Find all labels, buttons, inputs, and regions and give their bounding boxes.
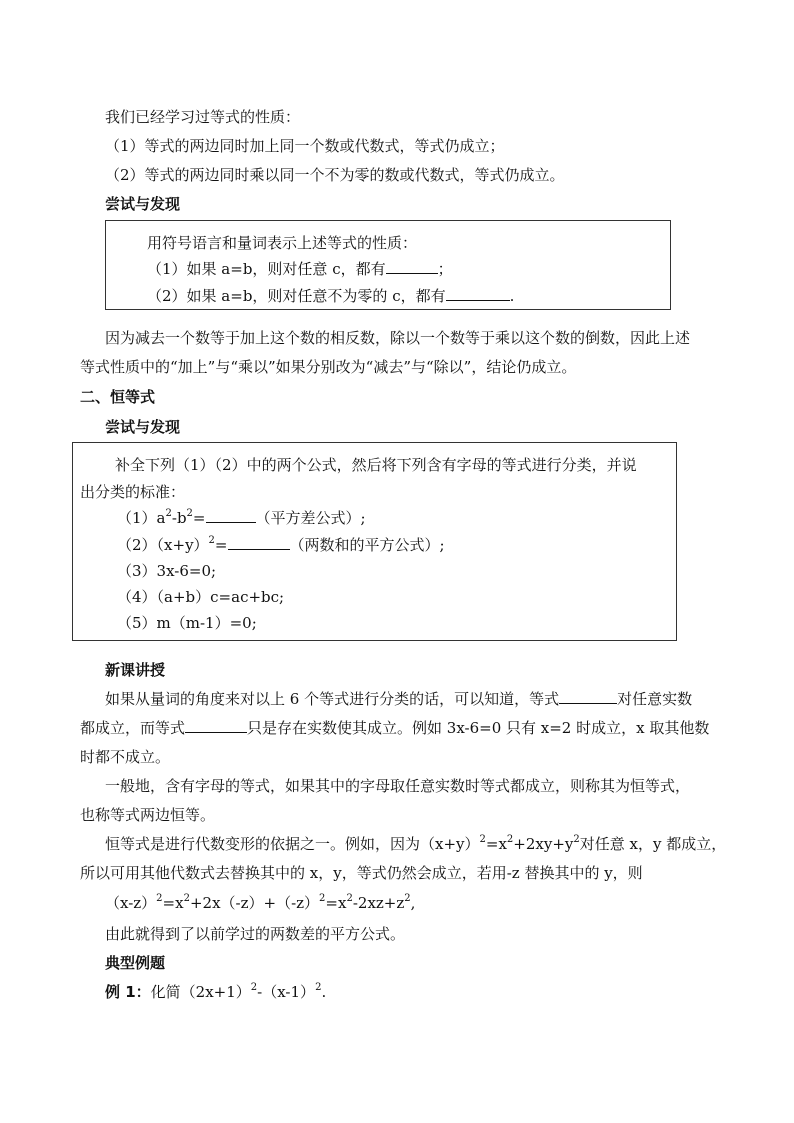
example-label: 例 1： [105,983,151,1001]
lesson-line: 时都不成立。 [80,748,171,766]
lesson-line: 一般地，含有字母的等式，如果其中的字母取任意实数时等式都成立，则称其为恒等式， [105,777,691,795]
formula-text: （平方差公式）; [255,509,366,527]
lesson-text: =x [485,835,507,853]
paragraph-line: 因为减去一个数等于加上这个数的相反数，除以一个数等于乘以这个数的倒数，因此上述 [105,329,691,347]
lesson-text: 对任意实数 [617,690,693,708]
exponent: 2 [404,893,411,904]
section-heading-try: 尝试与发现 [105,418,181,436]
lesson-line: 由此就得到了以前学过的两数差的平方公式。 [105,925,406,943]
box1-line-2-text: （2）如果 a=b，则对任意不为零的 c，都有 [147,287,446,305]
formula-text: -b [171,509,187,527]
section-title-identity: 二、恒等式 [80,388,156,406]
example-text: -（x-1） [257,983,316,1001]
equation-text: +2x（-z）+（-z） [189,894,320,912]
examples-heading: 典型例题 [105,954,166,972]
box2-line-1: 补全下列（1）（2）中的两个公式，然后将下列含有字母的等式进行分类，并说 [115,456,637,474]
exponent: 2 [250,982,258,993]
paragraph-line: 等式性质中的“加上”与“乘以”如果分别改为“减去”与“除以”，结论仍成立。 [80,358,577,376]
lesson-text: 如果从量词的角度来对以上 6 个等式进行分类的话，可以知道，等式 [105,690,560,708]
box1-line-1-end: ； [437,260,453,278]
formula-text: （2）（x+y） [117,536,209,554]
exponent: 2 [346,893,353,904]
box1-line-2 [147,286,514,306]
exponent: 2 [186,508,193,519]
formula-text: = [192,509,206,527]
formula-1 [117,508,366,528]
answer-blank[interactable] [206,508,256,523]
lesson-line [105,689,692,709]
formula-text: = [214,536,228,554]
box2-line-2: 出分类的标准： [80,483,186,501]
exponent: 2 [208,535,215,546]
property-2: （2）等式的两边同时乘以同一个不为零的数或代数式，等式仍成立。 [105,166,565,184]
lesson-text: 只是存在实数使其成立。例如 3x-6=0 只有 x=2 时成立，x 取其他数 [247,719,710,737]
lesson-line: 也称等式两边恒等。 [80,806,216,824]
lesson-text: 都成立，而等式 [80,719,186,737]
lesson-text: 恒等式是进行代数变形的依据之一。例如，因为（x+y） [105,835,480,853]
exponent: 2 [319,893,326,904]
intro-text: 我们已经学习过等式的性质： [105,108,301,126]
example-text: . [321,983,327,1001]
equation-text: , [410,894,416,912]
exponent: 2 [315,982,322,993]
answer-blank[interactable] [559,689,617,704]
equation-text: （x-z） [105,894,157,912]
exponent: 2 [479,834,486,845]
formula-4: （4）（a+b）c=ac+bc; [117,588,285,606]
formula-text: （两数和的平方公式）; [289,536,445,554]
equation-text: =x [325,894,347,912]
property-1: （1）等式的两边同时加上同一个数或代数式，等式仍成立； [105,137,505,155]
formula-3: （3）3x-6=0; [117,562,217,580]
example-text: 化简（2x+1） [150,983,251,1001]
box1-intro: 用符号语言和量词表示上述等式的性质： [147,234,418,252]
equation-text: -2xz+z [352,894,405,912]
answer-blank[interactable] [446,286,510,301]
section-heading-try: 尝试与发现 [105,195,181,213]
answer-blank[interactable] [386,259,438,274]
lesson-line [105,834,726,854]
lesson-line [80,718,709,738]
expansion-equation [105,893,415,913]
answer-blank[interactable] [185,718,247,733]
formula-text: （1）a [117,509,166,527]
lesson-heading: 新课讲授 [105,661,166,679]
answer-blank[interactable] [228,535,290,550]
exponent: 2 [573,834,580,845]
example-1 [105,982,326,1002]
exponent: 2 [156,893,163,904]
box1-line-1-text: （1）如果 a=b，则对任意 c，都有 [147,260,386,278]
lesson-text: 对任意 x，y 都成立， [579,835,727,853]
box1-line-2-end: . [509,287,515,305]
lesson-text: +2xy+y [513,835,574,853]
box1-line-1 [147,259,453,279]
exponent: 2 [506,834,514,845]
equation-text: =x [162,894,184,912]
formula-5: （5）m（m-1）=0; [117,614,257,632]
formula-2 [117,535,445,555]
exponent: 2 [165,508,172,519]
lesson-line: 所以可用其他代数式去替换其中的 x，y，等式仍然会成立，若用-z 替换其中的 y，则 [80,864,643,882]
exponent: 2 [183,893,190,904]
